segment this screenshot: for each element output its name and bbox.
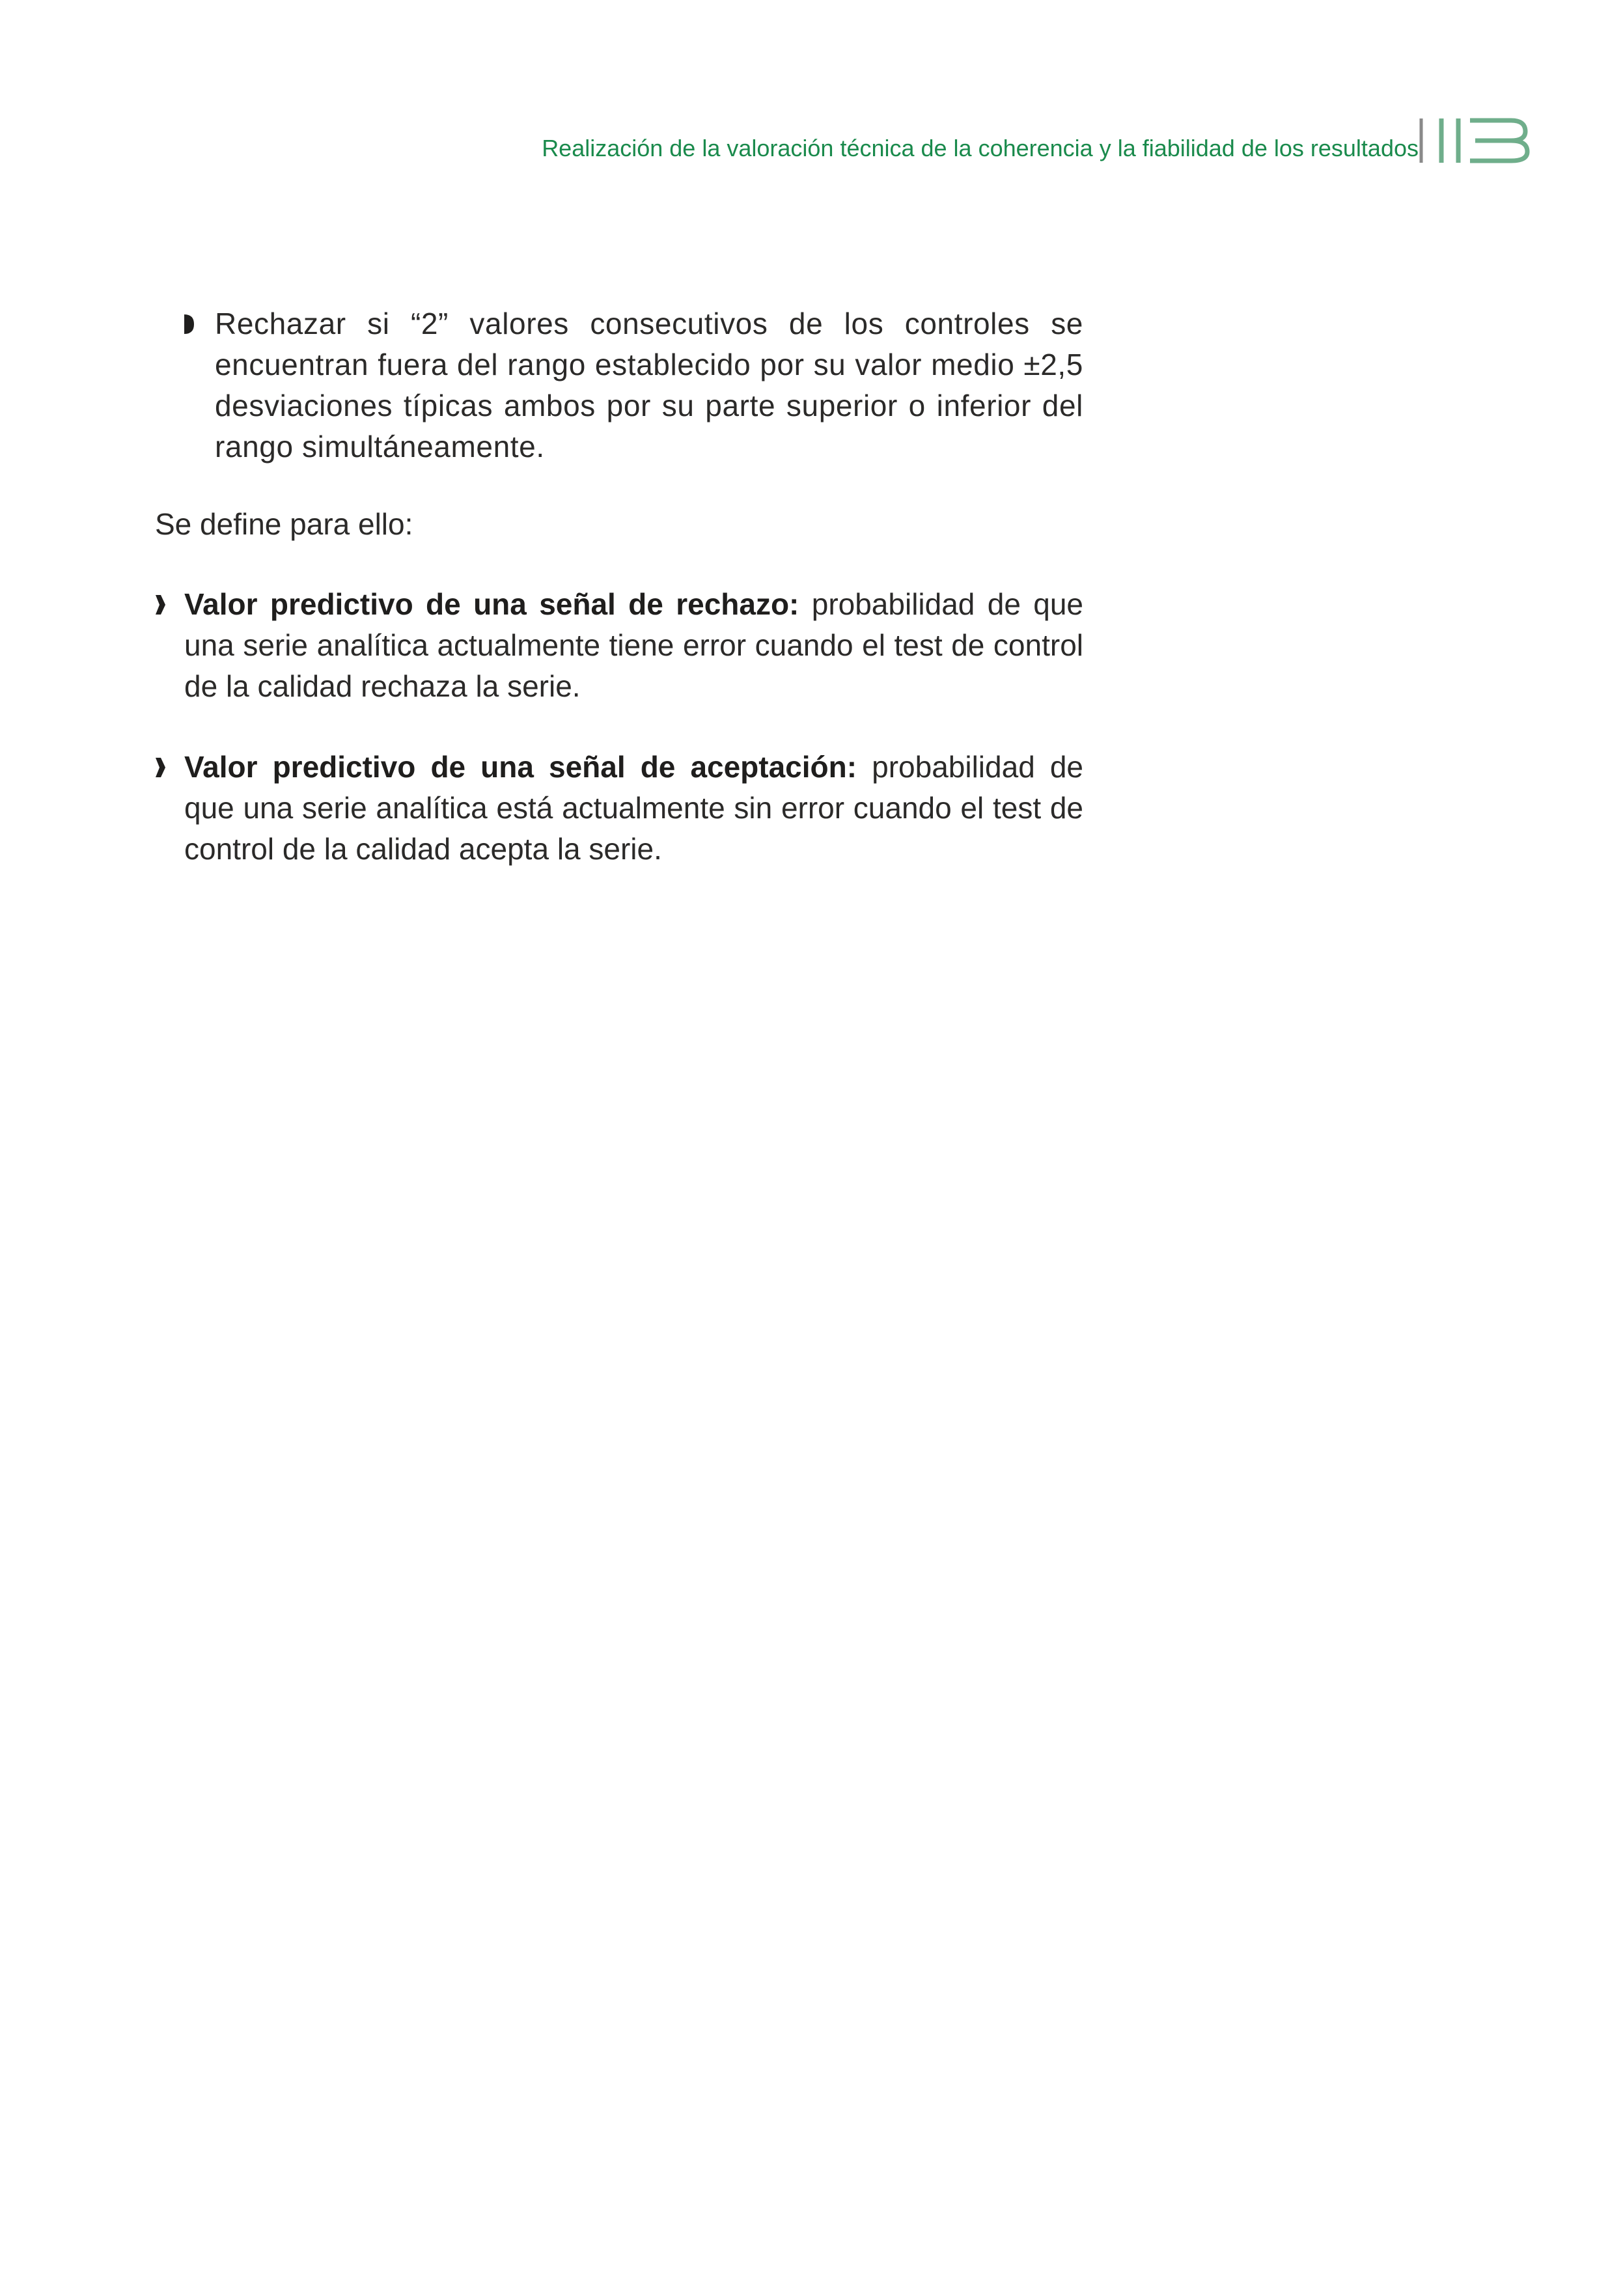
definition-text: probabilidad de que una serie analítica actualmente tiene error cuando el test de control de la calidad rechaza la serie. bbox=[184, 587, 1084, 703]
definition-item bbox=[155, 584, 1083, 707]
definition-item bbox=[155, 747, 1083, 870]
sub-bullet-item bbox=[155, 303, 1083, 467]
chapter-mark-icon bbox=[1418, 116, 1531, 165]
chevron-bullet-icon bbox=[155, 747, 165, 788]
chevron-bullet-icon bbox=[155, 584, 165, 625]
half-circle-bullet-icon bbox=[184, 303, 194, 344]
sub-bullet-text: Rechazar si “2” valores consecutivos de los controles se encuentran fuera del rango establecido por su valor medio ±2,5 desviaciones típicas ambos por su parte superior o inferior del rango simultáneamente. bbox=[215, 307, 1083, 463]
definition-text: probabilidad de que una serie analítica está actualmente sin error cuando el test de control de la calidad acepta la serie. bbox=[184, 750, 1083, 866]
definition-term: Valor predictivo de una señal de rechazo: bbox=[184, 587, 799, 621]
definition-term: Valor predictivo de una señal de aceptación: bbox=[184, 750, 857, 784]
intro-sentence: Se define para ello: bbox=[155, 507, 413, 541]
page-body bbox=[155, 303, 1083, 909]
running-header-title: Realización de la valoración técnica de la coherencia y la fiabilidad de los resultados bbox=[542, 135, 1419, 161]
